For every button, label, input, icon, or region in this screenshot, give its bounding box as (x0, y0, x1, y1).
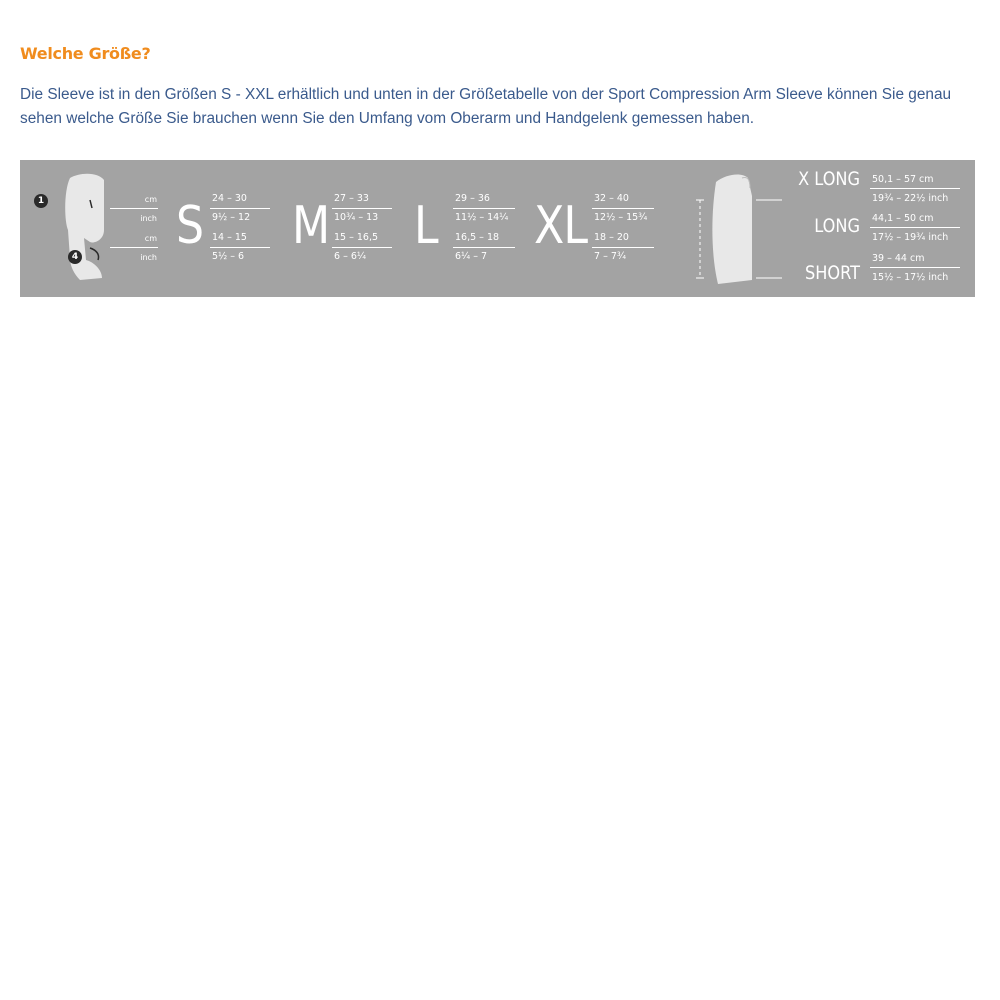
length-value: 19¾ – 22½ inch (872, 193, 949, 204)
size-value: 5½ – 6 (212, 251, 245, 262)
divider (110, 247, 158, 248)
length-label: LONG (814, 215, 860, 237)
page-heading: Welche Größe? (20, 44, 151, 63)
size-value: 16,5 – 18 (455, 232, 500, 243)
length-value: 39 – 44 cm (872, 253, 925, 264)
size-value: 32 – 40 (594, 193, 629, 204)
size-value: 6 – 6¼ (334, 251, 367, 262)
size-value: 14 – 15 (212, 232, 247, 243)
unit-label: cm (144, 195, 157, 204)
length-value: 44,1 – 50 cm (872, 213, 934, 224)
size-value: 18 – 20 (594, 232, 629, 243)
divider (332, 208, 392, 209)
length-label: SHORT (804, 262, 860, 284)
size-value: 29 – 36 (455, 193, 490, 204)
size-value: 10¾ – 13 (334, 212, 379, 223)
divider (592, 247, 654, 248)
length-value: 50,1 – 57 cm (872, 174, 934, 185)
divider (210, 208, 270, 209)
unit-label: cm (144, 234, 157, 243)
arm-measurement-figure (50, 170, 130, 290)
size-value: 12½ – 15¾ (594, 212, 648, 223)
size-label: S (176, 196, 204, 256)
divider (110, 208, 158, 209)
size-label: M (292, 196, 330, 256)
size-value: 6¼ – 7 (455, 251, 488, 262)
unit-label: inch (140, 214, 157, 223)
divider (453, 247, 515, 248)
marker-wrist: 4 (68, 250, 82, 264)
size-value: 11½ – 14¼ (455, 212, 509, 223)
size-chart-image (20, 160, 975, 297)
divider (870, 188, 960, 189)
divider (870, 227, 960, 228)
marker-upper-arm: 1 (34, 194, 48, 208)
size-value: 7 – 7¾ (594, 251, 627, 262)
divider (453, 208, 515, 209)
length-label: X LONG (798, 168, 860, 190)
divider (870, 267, 960, 268)
size-label: XL (534, 196, 588, 256)
size-value: 15 – 16,5 (334, 232, 379, 243)
size-value: 24 – 30 (212, 193, 247, 204)
divider (332, 247, 392, 248)
size-label: L (414, 196, 438, 256)
size-value: 27 – 33 (334, 193, 369, 204)
intro-text: Die Sleeve ist in den Größen S - XXL erhältlich und unten in der Größetabelle von der Sport Compression Arm Sleeve können Sie genau sehen welche Größe Sie brauchen wenn Sie den Umfang vom Oberarm und Handgelenk gemessen haben. (20, 86, 952, 127)
divider (210, 247, 270, 248)
unit-label: inch (140, 253, 157, 262)
size-value: 9½ – 12 (212, 212, 251, 223)
length-value: 15½ – 17½ inch (872, 272, 949, 283)
length-value: 17½ – 19¾ inch (872, 232, 949, 243)
divider (592, 208, 654, 209)
